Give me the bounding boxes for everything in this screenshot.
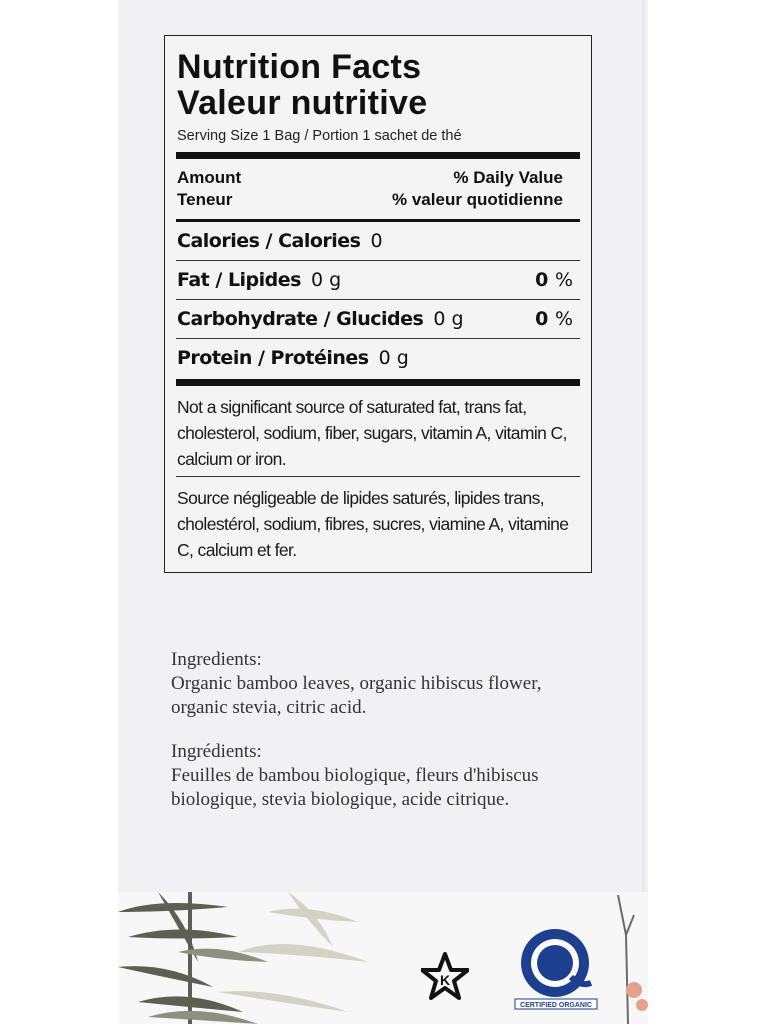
- amount-header: [177, 159, 579, 219]
- nutrient-label: Calories / Calories: [177, 230, 361, 252]
- nutrient-value: 0 g: [378, 347, 409, 369]
- nutrition-facts-table: [164, 35, 592, 573]
- serving-size: Serving Size 1 Bag / Portion 1 sachet de thé: [177, 128, 462, 144]
- note-fr: Source négligeable de lipides saturés, lipides trans, cholestérol, sodium, fibres, sucres, viamine A, vitamine C, calcium et fer.: [177, 488, 569, 560]
- percent-sign: %: [554, 308, 573, 330]
- ingredients-text-en: Organic bamboo leaves, organic hibiscus flower, organic stevia, citric acid.: [171, 673, 542, 718]
- nutrient-label: Carbohydrate / Glucides: [177, 308, 424, 330]
- nutrient-row-calories: [177, 222, 579, 260]
- kosher-star-icon: [421, 952, 469, 1004]
- ingredients-heading-fr: Ingrédients:: [171, 741, 262, 762]
- nutrient-row-fat: [177, 261, 579, 299]
- percent-sign: %: [554, 269, 573, 291]
- nutrient-value: 0 g: [433, 308, 464, 330]
- thick-rule: [176, 379, 580, 386]
- organic-caption: CERTIFIED ORGANIC: [520, 1002, 592, 1009]
- package-edge: [642, 0, 648, 1024]
- ingredients-fr: [171, 740, 591, 812]
- ingredients-heading-en: Ingredients:: [171, 649, 262, 670]
- title-en: Nutrition Facts: [177, 48, 422, 86]
- nutrient-value: 0 g: [310, 269, 342, 291]
- nutrient-dv: 0: [535, 269, 549, 291]
- daily-value-en: % Daily Value: [453, 168, 563, 187]
- kosher-letter: K: [439, 972, 451, 988]
- note-en: Not a significant source of saturated fat, trans fat, cholesterol, sodium, fiber, sugars, vitamin A, vitamin C, calcium or iron.: [177, 397, 567, 469]
- nutrient-row-carbohydrate: [177, 300, 579, 338]
- thick-rule: [176, 152, 580, 159]
- nutrient-dv: 0: [535, 308, 549, 330]
- certified-organic-seal-icon: [511, 925, 611, 1011]
- nutrient-label: Fat / Lipides: [177, 269, 301, 291]
- amount-fr: Teneur: [177, 190, 233, 209]
- amount-en: Amount: [177, 168, 242, 187]
- nutrient-row-protein: [177, 339, 579, 377]
- blossom-branch-icon: [608, 895, 648, 1024]
- nutrient-value: 0: [370, 230, 383, 252]
- bamboo-leaves-icon: [118, 892, 388, 1024]
- ingredients-en: [171, 648, 591, 720]
- ingredients-text-fr: Feuilles de bambou biologique, fleurs d'hibiscus biologique, stevia biologique, acide citrique.: [171, 765, 539, 810]
- title-fr: Valeur nutritive: [177, 84, 428, 122]
- nutrient-label: Protein / Protéines: [177, 347, 369, 369]
- daily-value-fr: % valeur quotidienne: [392, 190, 563, 209]
